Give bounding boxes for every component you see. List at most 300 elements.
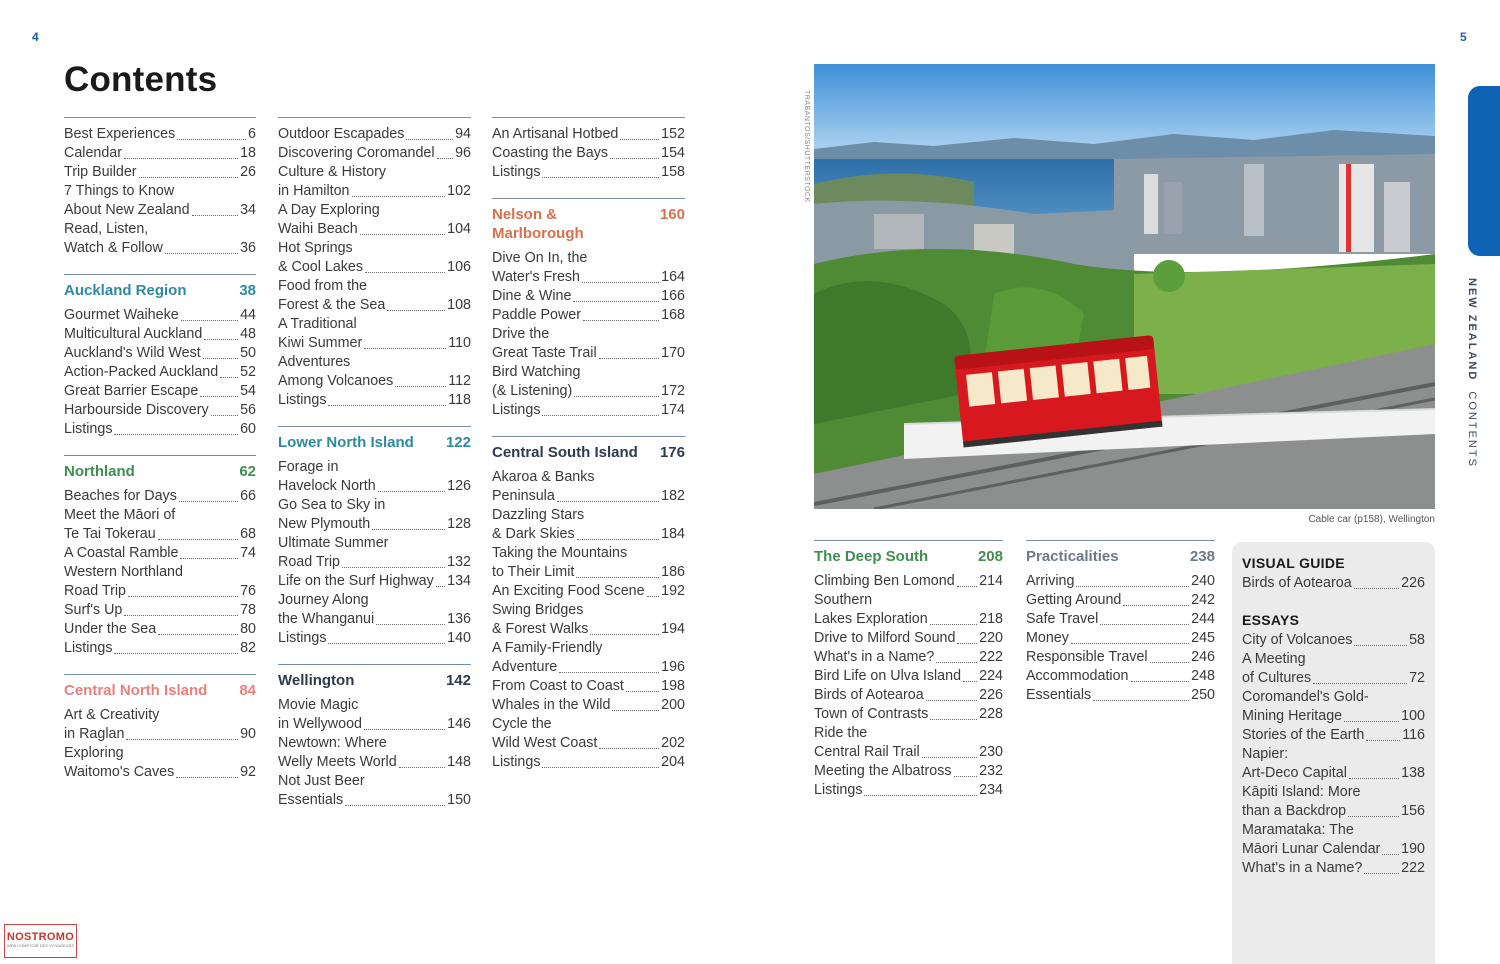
toc-entry <box>64 525 256 544</box>
region-page: 208 <box>977 548 1003 565</box>
toc-entry-title: Town of Contrasts <box>814 706 929 722</box>
toc-page-number: 104 <box>447 221 471 237</box>
dot-leader <box>181 320 238 321</box>
toc-page-number: 52 <box>240 364 256 380</box>
region-name: Wellington <box>278 672 355 689</box>
toc-page-number: 50 <box>240 345 256 361</box>
visual-guide-essays-box <box>1232 542 1435 964</box>
toc-entry-title: Best Experiences <box>64 126 176 142</box>
dot-leader <box>176 777 238 778</box>
toc-entry <box>814 610 1003 629</box>
toc-entry <box>1242 631 1425 650</box>
toc-entry <box>278 334 471 353</box>
toc-page-number: 196 <box>661 659 685 675</box>
toc-entry-line: Coromandel's Gold- <box>1242 689 1369 705</box>
toc-page-number: 198 <box>661 678 685 694</box>
toc-entry-title: & Forest Walks <box>492 621 589 637</box>
dot-leader <box>342 567 445 568</box>
toc-page-number: 202 <box>661 735 685 751</box>
toc-page-number: 166 <box>661 288 685 304</box>
toc-page-number: 158 <box>661 164 685 180</box>
toc-page-number: 18 <box>240 145 256 161</box>
toc-section <box>278 426 471 648</box>
page-title: Contents <box>64 60 218 99</box>
toc-page-number: 66 <box>240 488 256 504</box>
toc-page-number: 78 <box>240 602 256 618</box>
toc-page-number: 246 <box>1191 649 1215 665</box>
region-page: 84 <box>239 682 256 699</box>
dot-leader <box>352 196 446 197</box>
toc-entry-line: Dazzling Stars <box>492 507 585 523</box>
toc-entry-title: Action-Packed Auckland <box>64 364 219 380</box>
dot-leader <box>114 653 238 654</box>
photo-caption: Cable car (p158), Wellington <box>1308 514 1435 525</box>
toc-entry-title: Drive to Milford Sound <box>814 630 956 646</box>
dot-leader <box>582 282 659 283</box>
toc-entry <box>278 610 471 629</box>
toc-entry <box>492 163 685 182</box>
toc-entry <box>492 144 685 163</box>
toc-page-number: 96 <box>455 145 471 161</box>
toc-entry <box>278 391 471 410</box>
toc-entry-title: Outdoor Escapades <box>278 126 405 142</box>
toc-page-number: 156 <box>1401 803 1425 819</box>
running-head-normal: CONTENTS <box>1466 391 1478 468</box>
toc-entry-title: Waitomo's Caves <box>64 764 175 780</box>
dot-leader <box>647 596 660 597</box>
toc-page-number: 112 <box>448 373 471 389</box>
essays-list <box>1242 631 1425 878</box>
toc-section <box>278 664 471 810</box>
toc-entry <box>64 344 256 363</box>
toc-entry <box>64 363 256 382</box>
toc-entry-title: Listings <box>492 402 541 418</box>
dot-leader <box>180 558 238 559</box>
toc-entry <box>278 477 471 496</box>
toc-page-number: 204 <box>661 754 685 770</box>
dot-leader <box>583 320 659 321</box>
dot-leader <box>1071 643 1189 644</box>
toc-entry-line: A Day Exploring <box>278 202 380 218</box>
toc-entry-title: Responsible Travel <box>1026 649 1148 665</box>
dot-leader <box>936 662 977 663</box>
toc-entry-title: Paddle Power <box>492 307 582 323</box>
toc-entry <box>814 686 1003 705</box>
toc-entry <box>492 268 685 287</box>
toc-entry-title: Great Taste Trail <box>492 345 597 361</box>
toc-page-number: 48 <box>240 326 256 342</box>
dot-leader <box>620 139 659 140</box>
toc-entry <box>64 325 256 344</box>
toc-page-number: 218 <box>979 611 1003 627</box>
toc-entry-title: Birds of Aotearoa <box>1242 575 1352 591</box>
toc-entry-title: Listings <box>492 754 541 770</box>
toc-page-number: 74 <box>240 545 256 561</box>
running-head <box>1466 278 1478 468</box>
dot-leader <box>954 776 978 777</box>
toc-page-number: 54 <box>240 383 256 399</box>
dot-leader <box>126 739 238 740</box>
dot-leader <box>559 672 659 673</box>
toc-entry-title: & Cool Lakes <box>278 259 364 275</box>
toc-page-number: 174 <box>661 402 685 418</box>
dot-leader <box>864 795 977 796</box>
toc-entry-line: Hot Springs <box>278 240 353 256</box>
toc-entry <box>64 306 256 325</box>
dot-leader <box>590 634 659 635</box>
region-heading <box>1026 540 1215 566</box>
toc-entry <box>492 401 685 420</box>
toc-entry <box>278 515 471 534</box>
dot-leader <box>220 377 238 378</box>
toc-entry <box>492 287 685 306</box>
toc-page-number: 92 <box>240 764 256 780</box>
toc-entry <box>492 525 685 544</box>
toc-section <box>492 436 685 772</box>
toc-entry-title: Road Trip <box>64 583 126 599</box>
dot-leader <box>203 358 238 359</box>
toc-entry-title: Havelock North <box>278 478 376 494</box>
toc-entry <box>814 629 1003 648</box>
toc-page-number: 200 <box>661 697 685 713</box>
toc-page-number: 250 <box>1191 687 1215 703</box>
dot-leader <box>158 634 238 635</box>
toc-entry-title: Art-Deco Capital <box>1242 765 1347 781</box>
toc-entry <box>1242 707 1425 726</box>
toc-entry <box>64 125 256 144</box>
toc-section <box>1026 540 1215 705</box>
toc-section <box>64 455 256 658</box>
toc-column-1 <box>64 117 256 782</box>
dot-leader <box>376 624 445 625</box>
toc-page-number: 44 <box>240 307 256 323</box>
toc-entry-line: Taking the Mountains <box>492 545 628 561</box>
toc-entry-title: From Coast to Coast <box>492 678 624 694</box>
toc-entry <box>814 648 1003 667</box>
dot-leader <box>364 729 445 730</box>
dot-leader <box>626 691 659 692</box>
toc-entry <box>492 734 685 753</box>
toc-entry <box>278 296 471 315</box>
toc-entry <box>1242 802 1425 821</box>
toc-entry <box>492 582 685 601</box>
dot-leader <box>328 643 445 644</box>
toc-entry-title: Essentials <box>1026 687 1092 703</box>
dot-leader <box>1348 816 1399 817</box>
region-heading <box>814 540 1003 566</box>
toc-entry <box>278 791 471 810</box>
region-name: Auckland Region <box>64 282 187 299</box>
toc-entry <box>1242 859 1425 878</box>
toc-page-number: 100 <box>1401 708 1425 724</box>
toc-page-number: 148 <box>447 754 471 770</box>
dot-leader <box>158 539 238 540</box>
toc-entry-title: Wild West Coast <box>492 735 598 751</box>
toc-page-number: 60 <box>240 421 256 437</box>
toc-page-number: 194 <box>661 621 685 637</box>
dot-leader <box>1123 605 1189 606</box>
dot-leader <box>1364 873 1399 874</box>
toc-entry <box>1242 764 1425 783</box>
toc-entry <box>492 753 685 772</box>
toc-entry-title: than a Backdrop <box>1242 803 1347 819</box>
toc-entry-title: Welly Meets World <box>278 754 397 770</box>
toc-page-number: 224 <box>979 668 1003 684</box>
dot-leader <box>1150 662 1190 663</box>
toc-entry-title: New Plymouth <box>278 516 371 532</box>
dot-leader <box>200 396 238 397</box>
toc-entry-title: About New Zealand <box>64 202 190 218</box>
toc-entry-line: Kāpiti Island: More <box>1242 784 1361 800</box>
toc-page-number: 106 <box>447 259 471 275</box>
dot-leader <box>576 577 659 578</box>
toc-entry <box>492 677 685 696</box>
toc-entry <box>492 487 685 506</box>
toc-entry-line: Exploring <box>64 745 124 761</box>
dot-leader <box>114 434 238 435</box>
toc-entry-title: Auckland's Wild West <box>64 345 201 361</box>
toc-entry <box>64 763 256 782</box>
region-heading <box>64 455 256 481</box>
toc-entry-line: Maramataka: The <box>1242 822 1354 838</box>
nostromo-logo <box>4 924 77 958</box>
toc-page-number: 170 <box>661 345 685 361</box>
toc-entry-title: Essentials <box>278 792 344 808</box>
running-head-bold: NEW ZEALAND <box>1466 278 1478 382</box>
toc-entry-title: Kiwi Summer <box>278 335 363 351</box>
toc-page-number: 76 <box>240 583 256 599</box>
toc-entry-title: Listings <box>64 421 113 437</box>
dot-leader <box>328 405 446 406</box>
toc-column-4 <box>814 540 1003 800</box>
toc-entry-line: Southern <box>814 592 873 608</box>
region-page: 62 <box>239 463 256 480</box>
toc-entry-line: 7 Things to Know <box>64 183 175 199</box>
toc-page-number: 234 <box>979 782 1003 798</box>
dot-leader <box>364 348 446 349</box>
toc-page-number: 150 <box>447 792 471 808</box>
toc-entry <box>814 667 1003 686</box>
dot-leader <box>1354 645 1407 646</box>
toc-entry-title: An Exciting Food Scene <box>492 583 645 599</box>
visual-guide-list <box>1242 574 1425 593</box>
dot-leader <box>1076 586 1189 587</box>
toc-entry-title: Listings <box>278 630 327 646</box>
toc-entry-title: in Wellywood <box>278 716 362 732</box>
toc-entry-title: Safe Travel <box>1026 611 1099 627</box>
toc-entry <box>64 582 256 601</box>
toc-entry-line: Forage in <box>278 459 339 475</box>
toc-entry <box>492 696 685 715</box>
toc-entry-title: Lakes Exploration <box>814 611 928 627</box>
toc-entry-title: Life on the Surf Highway <box>278 573 434 589</box>
toc-page-number: 90 <box>240 726 256 742</box>
toc-page-number: 190 <box>1401 841 1425 857</box>
toc-entry <box>1026 686 1215 705</box>
region-name: Lower North Island <box>278 434 414 451</box>
dot-leader <box>930 719 977 720</box>
essays-heading: ESSAYS <box>1242 612 1300 628</box>
toc-entry <box>64 620 256 639</box>
region-name: Central South Island <box>492 444 638 461</box>
toc-entry <box>1026 648 1215 667</box>
toc-entry-line: Culture & History <box>278 164 387 180</box>
toc-entry <box>278 258 471 277</box>
region-heading <box>278 664 471 690</box>
toc-entry-title: Beaches for Days <box>64 488 177 504</box>
region-page: 122 <box>445 434 471 451</box>
dot-leader <box>1354 588 1399 589</box>
toc-entry-title: (& Listening) <box>492 383 573 399</box>
toc-entry-line: A Traditional <box>278 316 357 332</box>
toc-entry-title: Climbing Ben Lomond <box>814 573 955 589</box>
toc-entry-line: Western Northland <box>64 564 183 580</box>
toc-entry <box>278 125 471 144</box>
toc-page-number: 56 <box>240 402 256 418</box>
toc-entry <box>64 382 256 401</box>
toc-entry <box>278 182 471 201</box>
page-number-left: 4 <box>32 30 39 44</box>
toc-entry-title: Arriving <box>1026 573 1075 589</box>
region-heading <box>64 274 256 300</box>
region-name: Northland <box>64 463 135 480</box>
toc-page-number: 168 <box>661 307 685 323</box>
dot-leader <box>930 624 977 625</box>
toc-entry-title: & Dark Skies <box>492 526 575 542</box>
toc-entry-line: Not Just Beer <box>278 773 365 789</box>
dot-leader <box>437 158 454 159</box>
toc-page-number: 242 <box>1191 592 1215 608</box>
dot-leader <box>1131 681 1190 682</box>
toc-page-number: 118 <box>448 392 471 408</box>
toc-entry-title: Mining Heritage <box>1242 708 1343 724</box>
toc-entry-line: Read, Listen, <box>64 221 149 237</box>
toc-section <box>64 117 256 258</box>
toc-entry <box>1026 629 1215 648</box>
toc-entry-line: Drive the <box>492 326 550 342</box>
toc-entry <box>1026 572 1215 591</box>
toc-entry-title: Surf's Up <box>64 602 123 618</box>
toc-entry-line: Newtown: Where <box>278 735 387 751</box>
toc-entry-title: Trip Builder <box>64 164 137 180</box>
toc-entry-line: Journey Along <box>278 592 369 608</box>
toc-entry-line: Art & Creativity <box>64 707 160 723</box>
toc-page-number: 220 <box>979 630 1003 646</box>
toc-entry <box>64 401 256 420</box>
toc-entry-title: Calendar <box>64 145 123 161</box>
dot-leader <box>204 339 238 340</box>
toc-entry-title: An Artisanal Hotbed <box>492 126 619 142</box>
toc-page-number: 228 <box>979 706 1003 722</box>
dot-leader <box>124 158 238 159</box>
dot-leader <box>345 805 445 806</box>
toc-entry-line: Bird Watching <box>492 364 581 380</box>
toc-entry-title: What's in a Name? <box>1242 860 1363 876</box>
toc-entry <box>64 144 256 163</box>
toc-entry-title: Central Rail Trail <box>814 744 920 760</box>
toc-entry <box>64 725 256 744</box>
toc-entry-line: Dive On In, the <box>492 250 588 266</box>
toc-entry-title: City of Volcanoes <box>1242 632 1353 648</box>
toc-entry <box>814 743 1003 762</box>
dot-leader <box>957 643 977 644</box>
toc-entry <box>278 753 471 772</box>
region-page: 160 <box>659 206 685 223</box>
toc-entry-title: Adventure <box>492 659 558 675</box>
toc-page-number: 230 <box>979 744 1003 760</box>
toc-page-number: 192 <box>661 583 685 599</box>
toc-entry-line: A Family-Friendly <box>492 640 603 656</box>
toc-entry-line: Akaroa & Banks <box>492 469 595 485</box>
section-rule <box>492 117 685 125</box>
toc-entry-title: Multicultural Auckland <box>64 326 203 342</box>
region-page: 176 <box>659 444 685 461</box>
toc-entry-title: Whales in the Wild <box>492 697 611 713</box>
toc-section <box>64 274 256 439</box>
region-name: Nelson & Marlborough <box>492 206 584 242</box>
toc-entry-line: Cycle the <box>492 716 552 732</box>
dot-leader <box>922 757 977 758</box>
region-heading <box>492 198 685 243</box>
dot-leader <box>542 767 659 768</box>
dot-leader <box>577 539 660 540</box>
toc-page-number: 152 <box>661 126 685 142</box>
toc-entry <box>492 382 685 401</box>
toc-page-number: 244 <box>1191 611 1215 627</box>
toc-entry-title: Forest & the Sea <box>278 297 386 313</box>
toc-page-number: 36 <box>240 240 256 256</box>
toc-entry-title: Watch & Follow <box>64 240 163 256</box>
toc-entry-title: Accommodation <box>1026 668 1129 684</box>
toc-entry-title: Gourmet Waiheke <box>64 307 179 323</box>
toc-entry-title: Road Trip <box>278 554 340 570</box>
toc-entry <box>1242 726 1425 745</box>
region-heading <box>278 426 471 452</box>
dot-leader <box>599 748 659 749</box>
region-name: Central North Island <box>64 682 208 699</box>
toc-entry <box>1026 667 1215 686</box>
toc-page-number: 80 <box>240 621 256 637</box>
toc-entry-title: Water's Fresh <box>492 269 580 285</box>
dot-leader <box>542 415 659 416</box>
toc-entry <box>64 487 256 506</box>
dot-leader <box>573 301 659 302</box>
toc-entry-title: Listings <box>814 782 863 798</box>
chapter-tab <box>1468 86 1500 256</box>
toc-entry <box>814 762 1003 781</box>
toc-column-2 <box>278 117 471 810</box>
toc-entry-title: Among Volcanoes <box>278 373 394 389</box>
toc-page-number: 140 <box>447 630 471 646</box>
dot-leader <box>124 615 238 616</box>
region-page: 38 <box>239 282 256 299</box>
toc-page-number: 182 <box>661 488 685 504</box>
dot-leader <box>1313 683 1407 684</box>
dot-leader <box>1100 624 1189 625</box>
dot-leader <box>395 386 446 387</box>
toc-page-number: 136 <box>447 611 471 627</box>
toc-page-number: 226 <box>1401 575 1425 591</box>
toc-entry-title: of Cultures <box>1242 670 1312 686</box>
toc-page-number: 68 <box>240 526 256 542</box>
toc-entry <box>64 420 256 439</box>
dot-leader <box>387 310 445 311</box>
toc-entry <box>278 372 471 391</box>
toc-entry <box>1242 669 1425 688</box>
toc-entry <box>278 220 471 239</box>
cable-car-photo <box>814 64 1435 509</box>
toc-page-number: 116 <box>1402 727 1425 743</box>
